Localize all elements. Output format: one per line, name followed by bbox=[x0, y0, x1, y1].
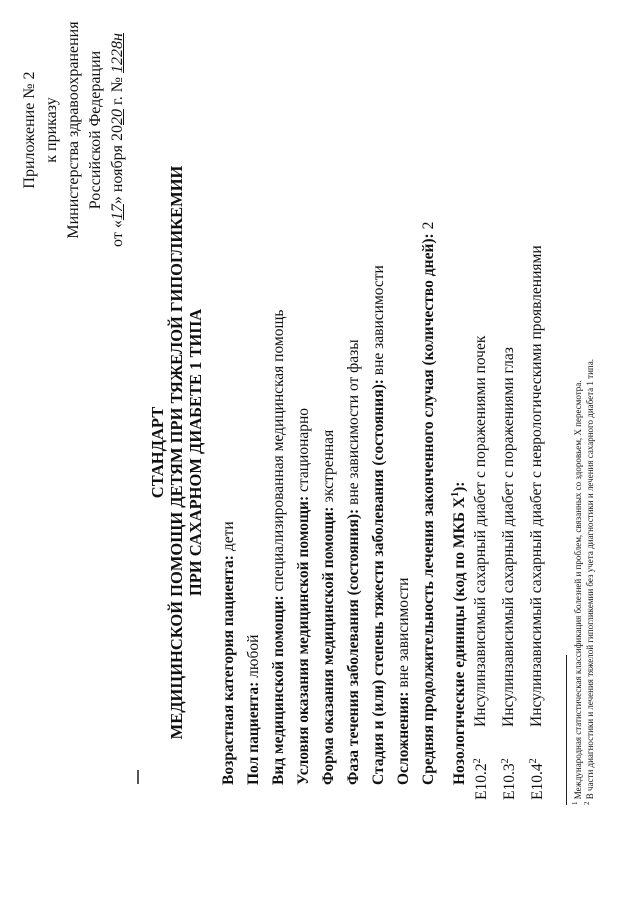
diagnosis-name-e103: Инсулинзависимый сахарный диабет с поражениями глаз bbox=[500, 347, 517, 727]
order-date-prefix: от « bbox=[109, 220, 126, 247]
footnote-1: $^1$ Международная статистическая классификация болезней и проблем, связанных со здоровьем, X пересмотра. bbox=[571, 380, 583, 805]
diagnosis-name-e104: Инсулинзависимый сахарный диабет с неврологическими проявлениями bbox=[528, 245, 545, 727]
field-care-form: Форма оказания медицинской помощи: экстренная bbox=[320, 429, 337, 785]
field-complications: Осложнения: вне зависимости bbox=[395, 577, 412, 785]
appendix-line-1: Приложение № 2 bbox=[21, 71, 38, 189]
field-disease-stage: Стадия и (или) степень тяжести заболевания (состояния): вне зависимости bbox=[370, 265, 387, 785]
diagnosis-code-e104: E10.4$^2$ bbox=[528, 758, 547, 800]
diagnosis-name-e102: Инсулинзависимый сахарный диабет с поражениями почек bbox=[472, 335, 489, 727]
scan-mark bbox=[137, 770, 139, 784]
diagnosis-code-e103: E10.3$^2$ bbox=[500, 758, 519, 800]
order-date-month: » ноября 20 bbox=[109, 125, 126, 205]
diagnosis-code-e102: E10.2$^2$ bbox=[472, 758, 491, 800]
standard-subtitle-line-2: ПРИ САХАРНОМ ДИАБЕТЕ 1 ТИПА bbox=[186, 308, 205, 597]
order-date-day: 17 bbox=[109, 204, 126, 221]
order-number: 1228н bbox=[109, 33, 126, 73]
field-care-type: Вид медицинской помощи: специализированная медицинская помощь bbox=[270, 309, 287, 785]
footnote-separator bbox=[566, 655, 567, 805]
appendix-line-4: Российской Федерации bbox=[87, 50, 104, 210]
appendix-line-2: к приказу bbox=[43, 97, 60, 163]
field-nosology: Нозологические единицы (код по МКБ $X^1$): bbox=[450, 481, 469, 785]
standard-subtitle-line-1: МЕДИЦИНСКОЙ ПОМОЩИ ДЕТЯМ ПРИ ТЯЖЕЛОЙ ГИПОГЛИКЕМИИ bbox=[167, 165, 186, 740]
appendix-order-line bbox=[108, 0, 127, 280]
field-treatment-duration: Средняя продолжительность лечения законченного случая (количество дней): 2 bbox=[420, 221, 437, 785]
field-care-conditions: Условия оказания медицинской помощи: стационарно bbox=[295, 407, 312, 785]
field-age-category: Возрастная категория пациента: дети bbox=[220, 521, 237, 785]
order-number-prefix: г. № bbox=[109, 73, 126, 110]
field-disease-phase: Фаза течения заболевания (состояния): вне зависимости от фазы bbox=[345, 339, 362, 785]
footnote-2: $^2$ В части диагностики и лечения тяжелой гипогликемии без учета диагностики и лечения сахарного диабета 1 типа. bbox=[583, 359, 595, 805]
order-date-year: 20 bbox=[109, 109, 126, 126]
field-sex: Пол пациента: любой bbox=[245, 634, 262, 785]
standard-title: СТАНДАРТ bbox=[148, 406, 167, 499]
appendix-line-3: Министерства здравоохранения bbox=[65, 21, 82, 239]
